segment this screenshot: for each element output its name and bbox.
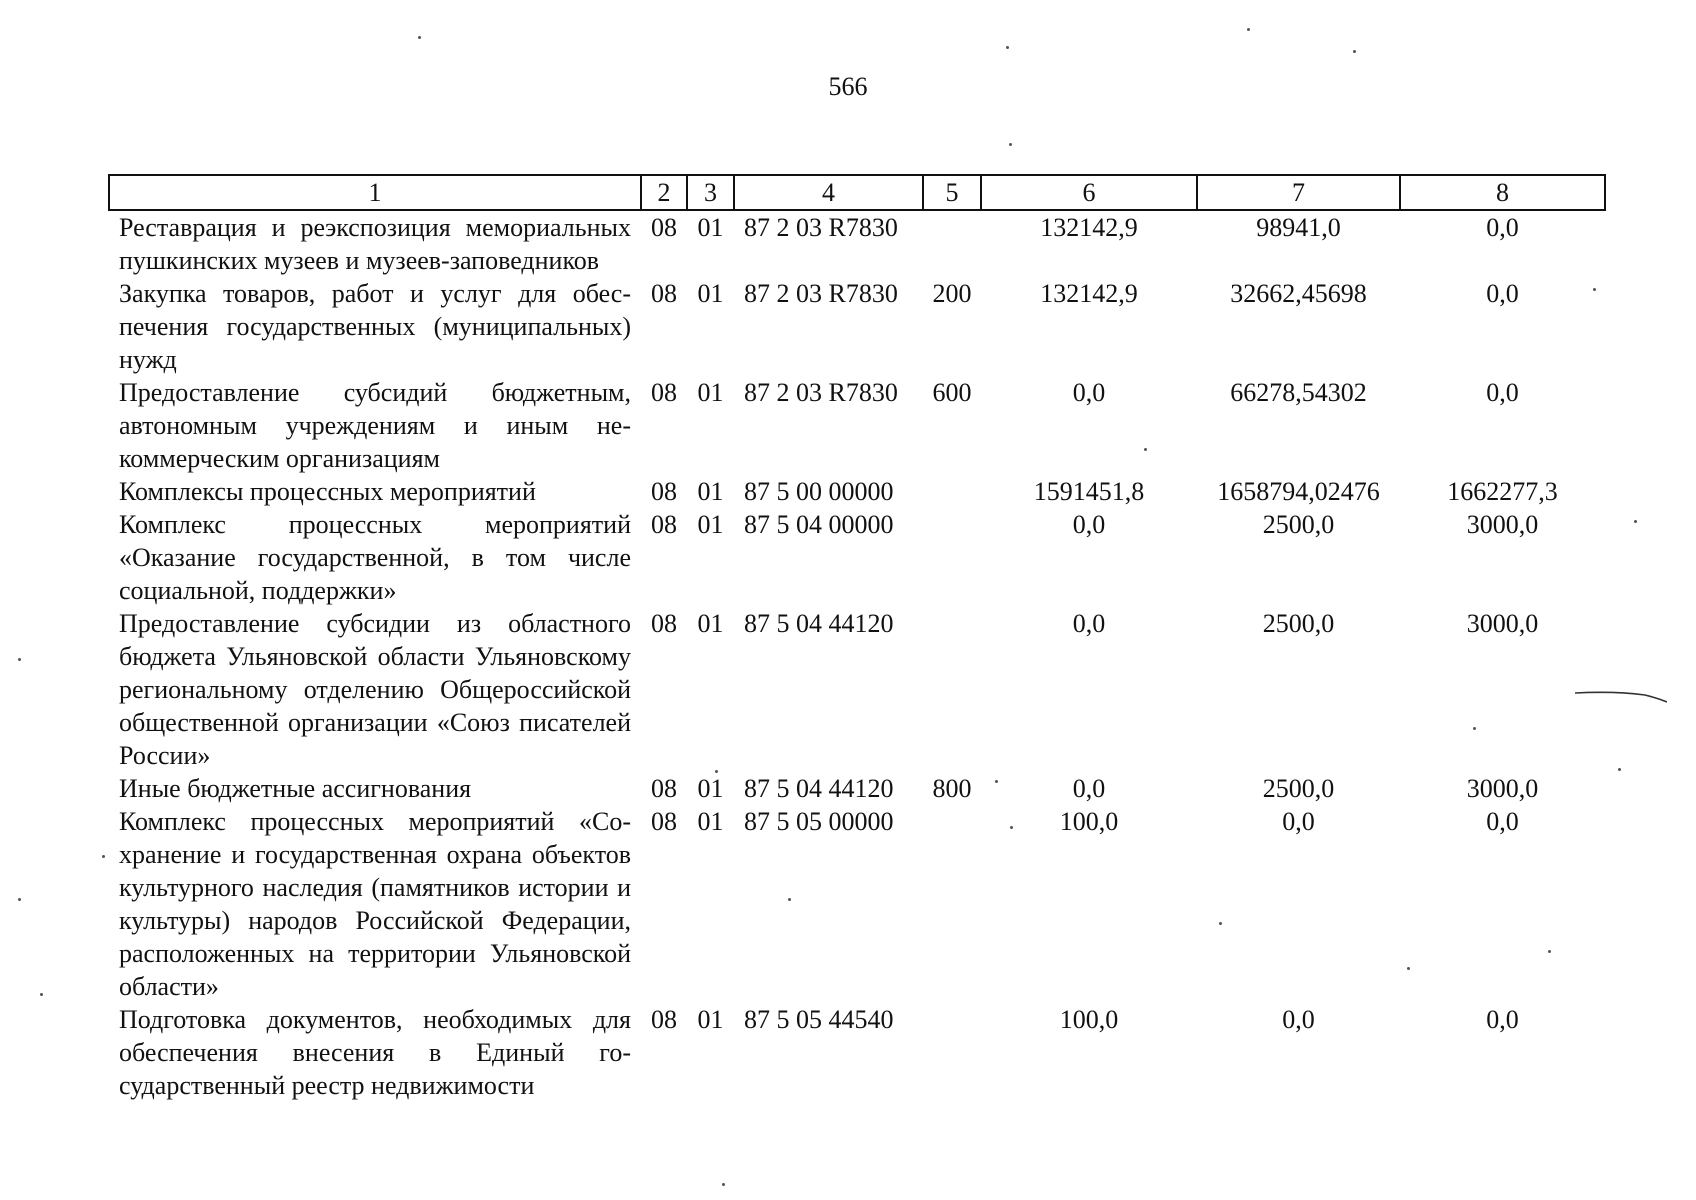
table-row — [109, 508, 1605, 607]
row-section: 08 — [651, 807, 677, 836]
scan-speck — [1548, 950, 1551, 953]
row-amount-col8: 0,0 — [1486, 279, 1519, 308]
row-expense-type: 200 — [932, 279, 972, 308]
row-target-code: 87 5 05 00000 — [744, 807, 894, 836]
row-amount-col6: 132142,9 — [1040, 213, 1138, 242]
table-row — [109, 607, 1605, 772]
row-amount-col6: 1591451,8 — [1033, 477, 1145, 506]
table-row — [109, 277, 1605, 376]
scan-speck — [1144, 448, 1147, 451]
scan-speck — [1407, 967, 1410, 970]
row-amount-col8: 3000,0 — [1466, 774, 1539, 803]
row-amount-col7: 66278,54302 — [1230, 378, 1367, 407]
row-name: Комплексы процессных мероприятий — [119, 477, 536, 506]
table-row — [109, 1003, 1605, 1102]
row-section: 08 — [651, 477, 677, 506]
row-subsection: 01 — [697, 609, 724, 638]
row-amount-col8: 0,0 — [1486, 1005, 1519, 1034]
scan-speck — [40, 993, 43, 996]
row-section: 08 — [651, 378, 677, 407]
table-row — [109, 805, 1605, 1003]
header-col-2: 2 — [641, 175, 687, 210]
row-amount-col8: 0,0 — [1486, 213, 1519, 242]
row-amount-col6: 0,0 — [1072, 774, 1106, 803]
row-subsection: 01 — [697, 774, 724, 803]
table-row — [109, 376, 1605, 475]
row-name: Реставрация и реэкспозиция мемориальных пушкинских музеев и музеев-заповедников — [119, 213, 631, 275]
row-target-code: 87 2 03 R7830 — [744, 378, 898, 407]
scan-speck — [418, 36, 421, 39]
row-subsection: 01 — [697, 213, 724, 242]
row-expense-type — [923, 508, 981, 607]
row-target-code: 87 5 00 00000 — [744, 477, 894, 506]
row-amount-col6: 0,0 — [1072, 378, 1106, 407]
header-col-1: 1 — [109, 175, 641, 210]
row-amount-col8: 1662277,3 — [1447, 477, 1558, 506]
row-name: Предоставление субсидии из областного бюджета Ульяновской области Ульяновскому региональному отделению Общероссийской общественной организации «Союз писателей России» — [119, 609, 631, 770]
header-col-3: 3 — [687, 175, 734, 210]
scan-speck — [1634, 520, 1637, 523]
scan-speck — [1353, 50, 1356, 53]
scan-speck — [1010, 826, 1013, 829]
row-amount-col8: 0,0 — [1486, 378, 1519, 407]
row-amount-col7: 2500,0 — [1262, 609, 1335, 638]
scan-speck — [1247, 28, 1250, 31]
row-name: Иные бюджетные ассигнования — [119, 774, 472, 803]
row-amount-col8: 3000,0 — [1466, 609, 1539, 638]
row-name: Комплекс процессных мероприятий «Сохранение и государственная охрана объектов культурного наследия (памятников истории и культуры) народов Российской Федерации, расположенных на территории Ульяновской области» — [119, 807, 631, 1001]
row-amount-col7: 1658794,02476 — [1217, 477, 1380, 506]
table-row — [109, 475, 1605, 508]
row-target-code: 87 5 05 44540 — [744, 1005, 894, 1034]
table-row — [109, 210, 1605, 277]
row-name: Предоставление субсидий бюджетным, автономным учреждениям и иным некоммерческим организациям — [119, 378, 631, 473]
row-name: Закупка товаров, работ и услуг для обеспечения государственных (муниципальных) нужд — [119, 279, 631, 374]
header-col-5: 5 — [923, 175, 981, 210]
scan-speck — [1593, 288, 1596, 291]
row-amount-col6: 100,0 — [1059, 807, 1119, 836]
scan-speck — [18, 898, 21, 901]
row-section: 08 — [651, 774, 677, 803]
scan-speck — [1473, 727, 1476, 730]
row-expense-type — [923, 1003, 981, 1102]
row-amount-col7: 2500,0 — [1262, 510, 1335, 539]
row-subsection: 01 — [697, 279, 724, 308]
table-header — [109, 175, 1605, 210]
row-amount-col7: 0,0 — [1282, 807, 1315, 836]
scan-speck — [1006, 46, 1009, 49]
row-amount-col6: 132142,9 — [1040, 279, 1138, 308]
row-expense-type — [923, 475, 981, 508]
scan-speck — [1618, 768, 1621, 771]
header-col-6: 6 — [981, 175, 1197, 210]
row-amount-col7: 0,0 — [1282, 1005, 1315, 1034]
header-col-8: 8 — [1400, 175, 1605, 210]
row-section: 08 — [651, 1005, 677, 1034]
row-name: Комплекс процессных мероприятий «Оказание государственной, в том числе социальной, поддержки» — [119, 510, 631, 605]
row-target-code: 87 5 04 44120 — [744, 774, 894, 803]
row-amount-col8: 0,0 — [1486, 807, 1519, 836]
row-section: 08 — [651, 279, 677, 308]
row-subsection: 01 — [697, 807, 724, 836]
scan-speck — [788, 898, 791, 901]
scan-speck — [715, 770, 718, 773]
row-target-code: 87 5 04 00000 — [744, 510, 894, 539]
scan-speck — [102, 855, 105, 858]
table-row — [109, 772, 1605, 805]
row-subsection: 01 — [697, 477, 724, 506]
row-amount-col7: 32662,45698 — [1230, 279, 1367, 308]
row-amount-col7: 2500,0 — [1262, 774, 1335, 803]
row-amount-col6: 100,0 — [1059, 1005, 1119, 1034]
scan-speck — [1219, 922, 1222, 925]
scan-speck — [1009, 143, 1012, 146]
row-target-code: 87 5 04 44120 — [744, 609, 894, 638]
row-expense-type — [923, 607, 981, 772]
header-col-4: 4 — [734, 175, 923, 210]
page-number: 566 — [828, 72, 868, 101]
row-section: 08 — [651, 213, 677, 242]
row-subsection: 01 — [697, 510, 724, 539]
row-target-code: 87 2 03 R7830 — [744, 213, 898, 242]
scan-speck — [995, 780, 998, 783]
row-section: 08 — [651, 609, 677, 638]
row-target-code: 87 2 03 R7830 — [744, 279, 898, 308]
row-amount-col6: 0,0 — [1072, 510, 1106, 539]
row-expense-type: 600 — [932, 378, 972, 407]
row-expense-type — [923, 805, 981, 1003]
header-col-7: 7 — [1197, 175, 1400, 210]
row-name: Подготовка документов, необходимых для обеспечения внесения в Единый государственный реестр недвижимости — [119, 1005, 631, 1100]
row-expense-type: 800 — [932, 774, 972, 803]
scan-speck — [18, 658, 21, 661]
row-amount-col7: 98941,0 — [1256, 213, 1341, 242]
row-subsection: 01 — [697, 378, 724, 407]
row-subsection: 01 — [697, 1005, 724, 1034]
header-row — [109, 175, 1605, 210]
row-amount-col8: 3000,0 — [1466, 510, 1539, 539]
row-expense-type — [923, 210, 981, 277]
scan-stroke — [1575, 690, 1667, 704]
budget-table — [108, 174, 1606, 1102]
table-body — [109, 210, 1605, 1102]
scan-speck — [722, 1183, 725, 1186]
row-amount-col6: 0,0 — [1072, 609, 1106, 638]
row-section: 08 — [651, 510, 677, 539]
